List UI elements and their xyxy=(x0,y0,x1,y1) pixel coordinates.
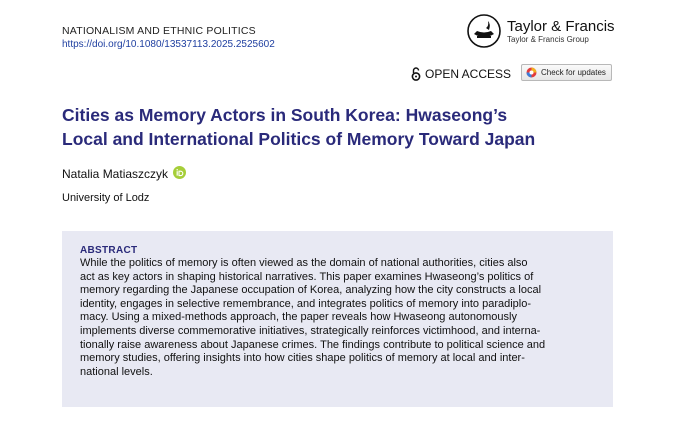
abstract-line: tionally raise awareness about Japanese crimes. The findings contribute to political science and xyxy=(80,338,546,351)
abstract-section xyxy=(62,231,613,407)
abstract-text xyxy=(80,257,595,379)
crossmark-icon xyxy=(526,67,537,78)
journal-name: NATIONALISM AND ETHNIC POLITICS xyxy=(62,25,256,37)
abstract-line: macy. Using a mixed-methods approach, the paper reveals how Hwaseong autonomously xyxy=(80,311,517,324)
abstract-line: While the politics of memory is often viewed as the domain of national authorities, cities also xyxy=(80,257,528,269)
abstract-line: national levels. xyxy=(80,365,153,378)
abstract-line: act as key actors in shaping historical narratives. This paper examines Hwaseong’s politics of xyxy=(80,270,534,283)
abstract-line: implements diverse commemorative initiatives, strategically reinforces victimhood, and interna- xyxy=(80,324,541,337)
abstract-line: memory regarding the Japanese occupation of Korea, analyzing how the city constructs a local xyxy=(80,284,542,297)
check-for-updates-button[interactable] xyxy=(521,64,612,81)
article-title-line: Cities as Memory Actors in South Korea: Hwaseong’s xyxy=(62,105,508,125)
open-access-badge xyxy=(411,67,511,81)
affiliation: University of Lodz xyxy=(62,192,150,204)
publisher-group: Taylor & Francis Group xyxy=(507,34,589,44)
check-for-updates-label: Check for updates xyxy=(541,68,606,77)
abstract-line: identity, engages in selective remembrance, and integrates politics of memory into paradiplo- xyxy=(80,297,532,310)
open-lock-icon xyxy=(411,67,421,81)
publisher-name: Taylor & Francis xyxy=(507,17,615,35)
author xyxy=(62,166,186,182)
doi-link[interactable]: https://doi.org/10.1080/13537113.2025.2525602 xyxy=(62,39,275,50)
open-access-label: OPEN ACCESS xyxy=(425,67,512,81)
author-name: Natalia Matiaszczyk xyxy=(62,167,169,181)
abstract-line: memory studies, offering insights into how cities shape politics of memory at local and inter- xyxy=(80,352,525,365)
publisher-logo[interactable] xyxy=(467,14,615,48)
abstract-heading: ABSTRACT xyxy=(80,245,138,256)
oil-lamp-icon xyxy=(467,14,501,48)
article-title-line: Local and International Politics of Memory Toward Japan xyxy=(62,129,536,149)
orcid-icon[interactable] xyxy=(173,166,186,182)
article-title xyxy=(62,103,622,151)
